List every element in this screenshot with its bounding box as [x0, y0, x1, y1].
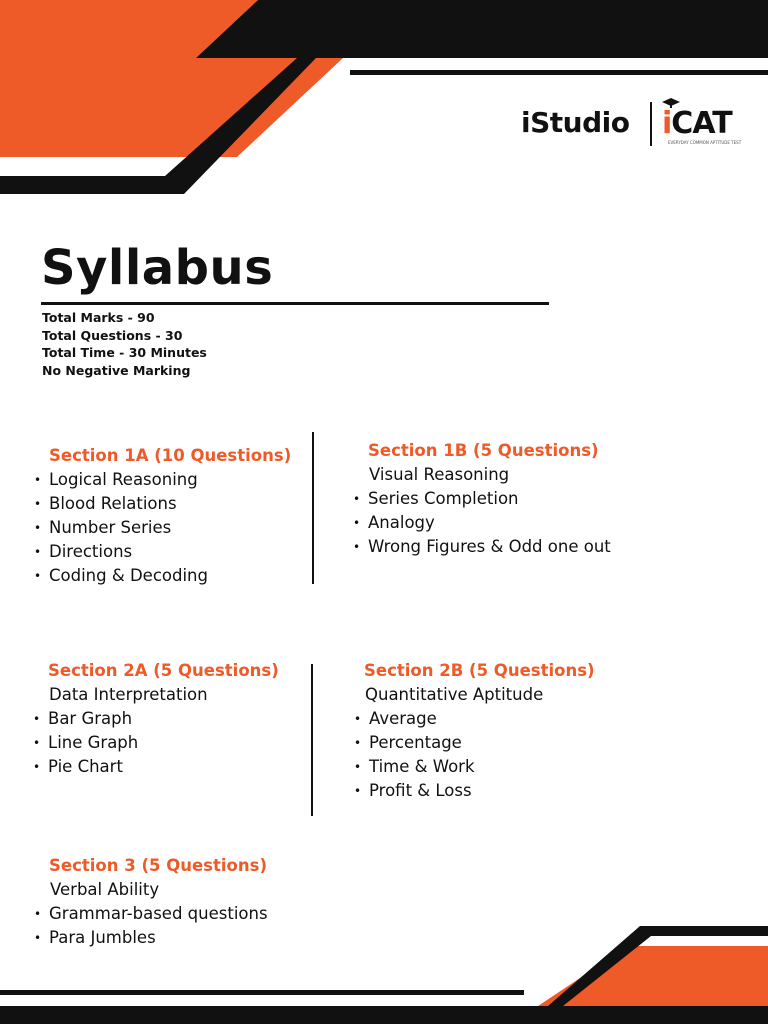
list-item: • Bar Graph: [48, 707, 279, 731]
list-item: • Logical Reasoning: [49, 468, 291, 492]
brand-logo: [521, 98, 742, 150]
bottom-thin-line: [0, 990, 524, 995]
list-item: • Number Series: [49, 516, 291, 540]
bullet-icon: •: [34, 907, 42, 921]
bullet-icon: •: [353, 492, 361, 506]
negative-marking: No Negative Marking: [42, 362, 191, 378]
section-heading: Section 3 (5 Questions): [49, 856, 267, 875]
column-divider: [312, 432, 314, 584]
section-1b: [353, 439, 611, 559]
bullet-icon: •: [34, 545, 42, 559]
total-time: Total Time - 30 Minutes: [42, 345, 207, 360]
top-black-bar: [196, 0, 768, 58]
section-subtitle: Data Interpretation: [49, 685, 208, 704]
section-list: [353, 487, 611, 559]
section-list: [33, 707, 279, 779]
bullet-icon: •: [33, 760, 41, 774]
bullet-icon: •: [34, 521, 42, 535]
column-divider: [311, 664, 313, 816]
section-1a: [34, 444, 292, 588]
exam-info: [42, 309, 207, 379]
section-list: [34, 468, 291, 588]
list-item: • Percentage: [369, 731, 595, 755]
bullet-icon: •: [34, 497, 42, 511]
section-2a: [33, 659, 279, 779]
section-heading: Section 2A (5 Questions): [48, 661, 279, 680]
list-item: • Average: [369, 707, 595, 731]
list-item: • Blood Relations: [49, 492, 291, 516]
total-marks: Total Marks - 90: [42, 310, 155, 325]
section-list: [34, 902, 268, 950]
logo-separator: [650, 102, 652, 146]
bullet-icon: •: [354, 784, 362, 798]
icat-tagline: EVERYDAY COMMON APTITUDE TEST: [668, 140, 742, 145]
icat-logo: [662, 106, 732, 141]
bullet-icon: •: [354, 736, 362, 750]
section-2b: [354, 659, 595, 803]
section-heading: Section 1A (10 Questions): [49, 446, 292, 465]
list-item: • Time & Work: [369, 755, 595, 779]
bullet-icon: •: [34, 473, 42, 487]
section-heading: Section 1B (5 Questions): [368, 441, 599, 460]
icat-logo-rest: CAT: [671, 106, 732, 141]
page-title: Syllabus: [41, 240, 274, 296]
list-item: • Pie Chart: [48, 755, 279, 779]
bullet-icon: •: [353, 516, 361, 530]
bullet-icon: •: [354, 712, 362, 726]
total-questions: Total Questions - 30: [42, 327, 183, 343]
list-item: • Directions: [49, 540, 291, 564]
section-subtitle: Verbal Ability: [50, 880, 160, 899]
list-item: • Profit & Loss: [369, 779, 595, 803]
list-item: • Para Jumbles: [49, 926, 268, 950]
bullet-icon: •: [34, 569, 42, 583]
bottom-black-band: [0, 1006, 768, 1024]
icat-logo-i: i: [662, 106, 672, 141]
title-underline: [41, 302, 549, 305]
top-thin-line: [350, 70, 768, 75]
bullet-icon: •: [354, 760, 362, 774]
list-item: • Grammar-based questions: [49, 902, 268, 926]
bullet-icon: •: [33, 712, 41, 726]
bullet-icon: •: [353, 540, 361, 554]
section-3: [34, 854, 268, 950]
list-item: • Coding & Decoding: [49, 564, 291, 588]
bullet-icon: •: [33, 736, 41, 750]
list-item: • Wrong Figures & Odd one out: [368, 535, 611, 559]
list-item: • Series Completion: [368, 487, 611, 511]
section-heading: Section 2B (5 Questions): [364, 661, 595, 680]
section-subtitle: Quantitative Aptitude: [365, 685, 544, 704]
list-item: • Line Graph: [48, 731, 279, 755]
section-subtitle: Visual Reasoning: [369, 465, 510, 484]
section-list: [354, 707, 595, 803]
list-item: • Analogy: [368, 511, 611, 535]
bullet-icon: •: [34, 931, 42, 945]
istudio-logo: iStudio: [521, 106, 630, 139]
